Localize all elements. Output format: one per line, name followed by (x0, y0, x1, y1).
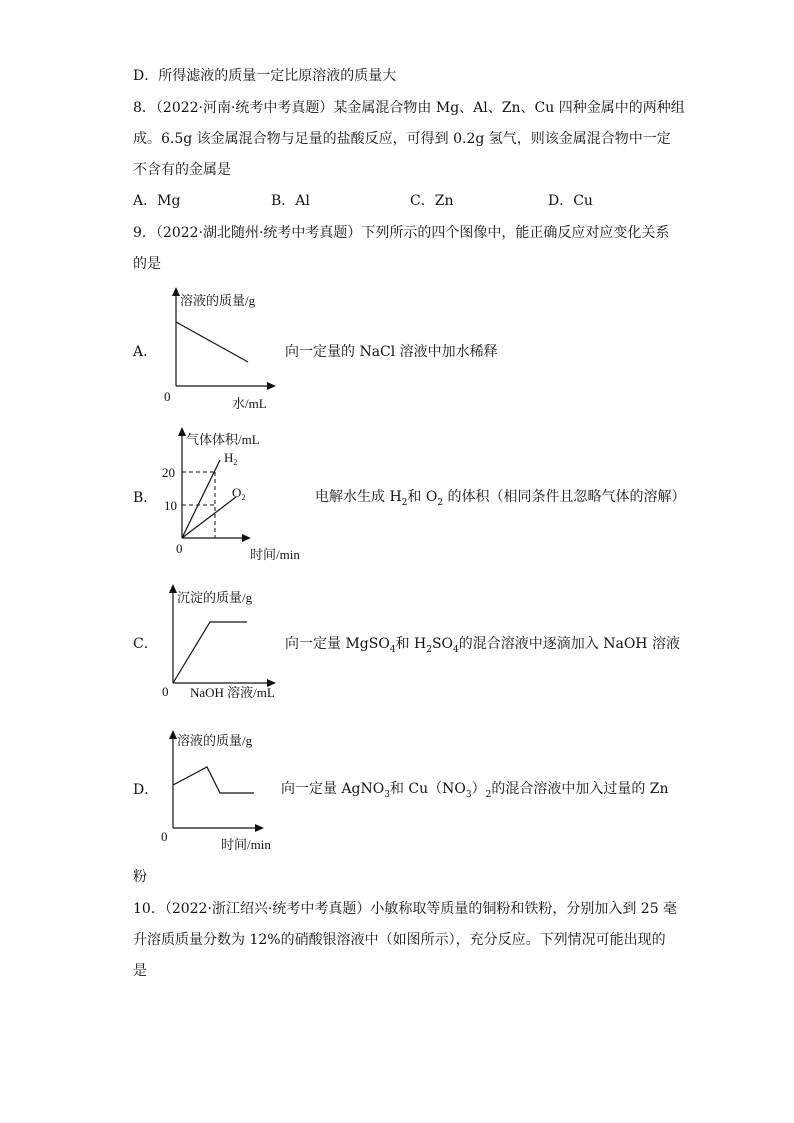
x-axis-label: NaOH 溶液/mL (190, 685, 275, 700)
q9-c-description: 向一定量 MgSO$_4$和 $H_2SO_4$的混合溶液中逐滴加入 NaOH 溶液 (285, 636, 680, 655)
q9-b-label: B． (133, 490, 158, 506)
q9-stem-line2: 的是 (133, 256, 161, 272)
q9-a-description: 向一定量的 NaCl 溶液中加水稀释 (285, 344, 498, 360)
q8-stem-line3: 不含有的金属是 (133, 162, 231, 178)
y-axis-label: 沉淀的质量/g (177, 590, 253, 605)
x-axis-label: 时间/min (250, 547, 300, 562)
y-axis-arrow (169, 730, 177, 739)
y-axis-arrow (178, 427, 186, 436)
q9-d-description-wrap: 粉 (133, 869, 147, 885)
y-axis-label: 溶液的质量/g (177, 733, 253, 748)
h2-label: $H_2$ (224, 450, 238, 467)
y-axis-arrow (169, 584, 177, 593)
q9-d-label: D． (133, 782, 159, 798)
curve-line (176, 322, 248, 362)
q9-d-graph (150, 725, 290, 855)
origin-label: 0 (161, 829, 168, 844)
q8-option-d: D．Cu (548, 193, 593, 209)
y-axis-label: 溶液的质量/g (180, 293, 256, 308)
q9-stem-line1: 9．（2022·湖北随州·统考中考真题）下列所示的四个图像中，能正确反应对应变化关系 (133, 225, 670, 241)
q8-option-c: C．Zn (410, 193, 454, 209)
q9-b-description: 电解水生成 $H_2$和 $O_2$ 的体积（相同条件且忽略气体的溶解） (315, 489, 686, 508)
q10-stem-line3: 是 (133, 963, 147, 979)
y-axis-label: 气体体积/mL (186, 432, 260, 447)
y-axis-arrow (172, 287, 180, 296)
q10-stem-line2: 升溶质质量分数为 12%的硝酸银溶液中（如图所示），充分反应。下列情况可能出现的 (133, 932, 666, 948)
q8-stem-line2: 成。6.5g 该金属混合物与足量的盐酸反应，可得到 0.2g 氢气，则该金属混合物中一定 (133, 131, 671, 147)
q9-a-graph (150, 285, 290, 415)
q10-stem-line1: 10．（2022·浙江绍兴·统考中考真题）小敏称取等质量的铜粉和铁粉，分别加入到 25 毫 (133, 901, 678, 917)
tick-10: 10 (164, 498, 177, 513)
q8-option-b: B．Al (271, 193, 310, 209)
o2-label: $O_2$ (232, 485, 246, 502)
x-axis-arrow (255, 824, 264, 832)
q9-c-graph (150, 580, 300, 705)
q9-a-label: A． (133, 344, 158, 360)
q9-d-description: 向一定量 AgNO$_3$和 $Cu(NO_3)_2$的混合溶液中加入过量的 Zn (281, 781, 669, 800)
x-axis-arrow (242, 534, 251, 542)
tick-20: 20 (162, 465, 175, 480)
h2-line (182, 460, 220, 538)
q7-option-d: D．所得滤液的质量一定比原溶液的质量大 (133, 68, 397, 84)
x-axis-label: 水/mL (232, 396, 267, 411)
curve-line (173, 767, 254, 793)
origin-label: 0 (176, 541, 183, 556)
origin-label: 0 (164, 389, 171, 404)
o2-line (182, 497, 236, 538)
x-axis-arrow (267, 382, 276, 390)
q8-option-a: A．Mg (133, 193, 181, 209)
origin-label: 0 (162, 684, 169, 699)
curve-line (173, 622, 247, 683)
q9-b-graph (150, 425, 320, 565)
q9-c-label: C． (133, 636, 158, 652)
q8-stem-line1: 8．（2022·河南·统考中考真题）某金属混合物由 Mg、Al、Zn、Cu 四种金属中的两种组 (133, 100, 685, 116)
x-axis-label: 时间/min (221, 837, 271, 852)
